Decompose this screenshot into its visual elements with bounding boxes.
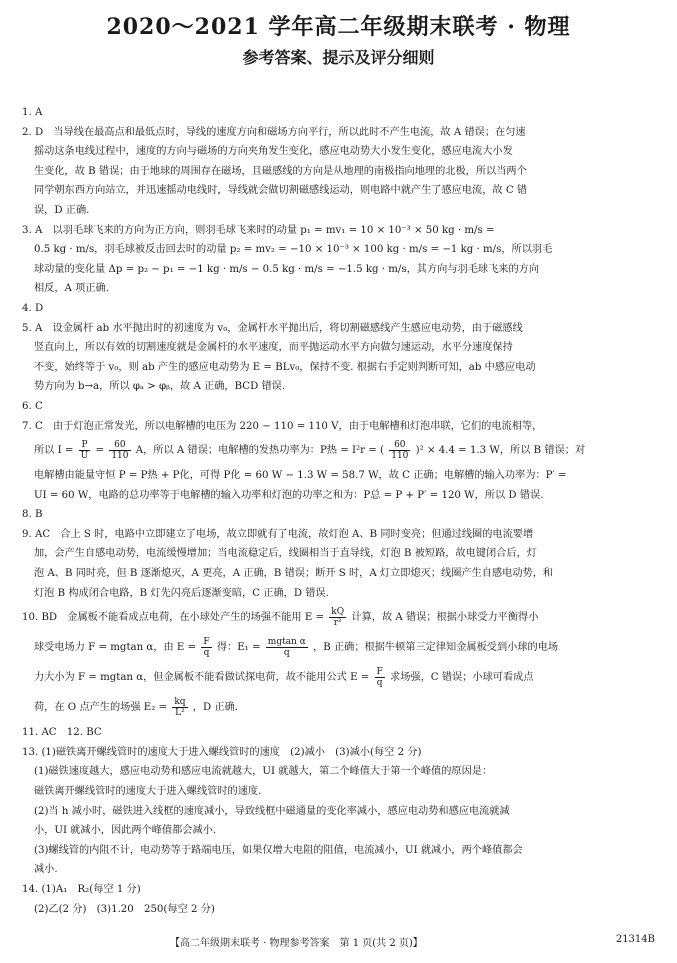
text-run: 10. BD 金属板不能看成点电荷，在小球处产生的场强不能用 E =	[22, 612, 325, 624]
answer-line: 灯泡 B 构成闭合电路，B 灯先闪亮后逐渐变暗，C 正确，D 错误.	[34, 587, 329, 599]
page-title: 2020～2021 学年高二年级期末联考 · 物理	[106, 14, 571, 40]
text-run: 荷，在 O 点产生的场强 E₂ =	[34, 702, 168, 714]
answer-line	[22, 436, 658, 466]
denominator: q	[203, 647, 210, 658]
answer-line	[22, 693, 658, 723]
answer-line	[22, 633, 658, 663]
text-run: 所以 I =	[34, 445, 74, 457]
fraction	[266, 637, 308, 658]
fraction	[389, 440, 410, 461]
denominator: r²	[333, 617, 342, 628]
answer-line: 磁铁离开螺线管时的速度大于进入螺线管时的速度.	[34, 786, 262, 798]
answer-line: 3. A 以羽毛球飞来的方向为正方向，则羽毛球飞来时的动量 p₁ = mv₁ = 10 × 10⁻³ × 50 kg · m/s =	[22, 224, 495, 236]
answer-line: 5. A 设金属杆 ab 水平抛出时的初速度为 v₀，金属杆水平抛出后，将切割磁感线产生感应电动势，由于磁感线	[22, 322, 523, 334]
answer-line: 0.5 kg · m/s，羽毛球被反击回去时的动量 p₂ = mv₂ = −10 × 10⁻³ × 100 kg · m/s = −1 kg · m/s，所以羽毛	[34, 244, 553, 256]
text-run: =	[95, 445, 105, 457]
fraction	[329, 607, 346, 628]
answer-line	[22, 603, 658, 633]
answer-line: 减小.	[34, 864, 58, 876]
answer-6: 6. C	[22, 400, 43, 412]
answer-line: (2)当 h 减小时，磁铁进入线框的速度减小，导致线框中磁通量的变化率减小，感应电动势和感应电流就减	[34, 805, 510, 817]
answer-11-12: 11. AC 12. BC	[22, 727, 102, 739]
answer-line: 生变化，故 B 错误；由于地球的周围存在磁场，且磁感线的方向是从地理的南极指向地理的北极，所以当两个	[34, 165, 527, 177]
text-run: 球受电场力 F = mgtan α，由 E =	[34, 642, 197, 654]
fraction	[79, 440, 91, 461]
answer-3	[22, 221, 658, 299]
answer-line: 球动量的变化量 Δp = p₂ − p₁ = −1 kg · m/s − 0.5 kg · m/s = −1.5 kg · m/s，其方向与羽毛球飞来的方向	[34, 263, 540, 275]
footer-code: 21314B	[615, 934, 655, 945]
fraction	[375, 667, 385, 688]
numerator: 60	[389, 440, 410, 451]
answer-line: 误，D 正确.	[34, 204, 90, 216]
text-run: 计算，故 A 错误；根据小球受力平衡得小	[351, 612, 539, 624]
numerator: mgtan α	[267, 636, 306, 647]
numerator: kq	[174, 696, 186, 707]
denominator: L²	[175, 707, 185, 718]
numerator: F	[376, 666, 383, 677]
answer-line: (1)磁铁速度越大，感应电动势和感应电流就越大，UI 就越大，第二个峰值大于第一个峰值的原因是：	[34, 766, 493, 778]
text-run: )² × 4.4 = 1.3 W，所以 B 错误；对	[415, 445, 586, 457]
page-subtitle: 参考答案、提示及评分细则	[242, 48, 435, 67]
denominator: q	[376, 677, 383, 688]
text-run: 求场强，C 错误；小球可看成点	[390, 672, 534, 684]
answer-line: 摇动这条电线过程中，速度的方向与磁场的方向夹角发生变化，感应电动势大小发生变化，感应电流大小发	[34, 146, 513, 158]
footer-page-info: 【高二年级期末联考 · 物理参考答案 第 1 页(共 2 页)】	[170, 938, 423, 949]
text-run: ，B 正确；根据牛顿第三定律知金属板受到小球的电场	[313, 642, 559, 654]
text-run: ，D 正确.	[192, 702, 238, 714]
answer-8: 8. B	[22, 509, 43, 521]
answer-9	[22, 525, 658, 603]
answer-line: 势方向为 b→a，所以 φₐ > φᵦ，故 A 正确，BCD 错误.	[34, 381, 286, 393]
numerator: P	[79, 440, 91, 451]
answer-line: (2)乙(2 分) (3)1.20 250(每空 2 分)	[34, 903, 215, 915]
numerator: F	[203, 636, 210, 647]
answer-line: 14. (1)A₁ R₂(每空 1 分)	[22, 884, 141, 895]
answer-line: 7. C 由于灯泡正常发光，所以电解槽的电压为 220 − 110 = 110 V，由于电解槽和灯泡串联，它们的电流相等，	[22, 420, 543, 432]
text-run: 得：E₁ =	[216, 642, 261, 654]
answer-4: 4. D	[22, 302, 44, 314]
answer-line: 电解槽由能量守恒 P = P热 + P化，可得 P化 = 60 W − 1.3 W = 58.7 W，故 C 正确；电解槽的输入功率为：P′ =	[34, 470, 567, 482]
answer-line: 2. D 当导线在最高点和最低点时，导线的速度方向和磁场方向平行，所以此时不产生电流，故 A 错误；在匀速	[22, 126, 526, 138]
denominator: 110	[111, 450, 129, 461]
answer-line: 泡 A、B 同时亮，但 B 逐渐熄灭，A 更亮，A 正确，B 错误；断开 S 时，A 灯立即熄灭；线圈产生自感电动势，和	[34, 568, 554, 580]
answer-line: 不变，始终等于 v₀，则 ab 产生的感应电动势为 E = BLv₀，保持不变. 根据右手定则判断可知，ab 中感应电动	[34, 361, 536, 373]
answer-line: (3)螺线管的内阻不计，电动势等于路端电压，如果仅增大电阻的阻值，电流减小，UI 就减小，两个峰值都会	[34, 844, 523, 856]
answer-13	[22, 743, 658, 880]
answer-line: 9. AC 合上 S 时，电路中立即建立了电场，故立即就有了电流，故灯泡 A、B 同时变亮；但通过线圈的电流要增	[22, 528, 534, 540]
answer-line: 13. (1)磁铁离开螺线管时的速度大于进入螺线管时的速度 (2)减小 (3)减小(每空 2 分)	[22, 746, 422, 758]
answer-line: 加，会产生自感电动势，电流缓慢增加；当电流稳定后，线圈相当于直导线，灯泡 B 被短路，故电键闭合后，灯	[34, 548, 537, 560]
answer-line: UI = 60 W，电路的总功率等于电解槽的输入功率和灯泡的功率之和为：P总 = P + P′ = 120 W，所以 D 错误.	[34, 489, 544, 501]
denominator: U	[80, 450, 89, 461]
numerator: 60	[109, 440, 130, 451]
fraction	[172, 697, 187, 718]
answer-line	[22, 663, 658, 693]
answer-2	[22, 123, 658, 221]
answer-line: 小，UI 就减小，因此两个峰值都会减小.	[34, 825, 217, 837]
answer-body	[22, 103, 658, 919]
answer-5	[22, 319, 658, 397]
answer-line: 竖直向上，所以有效的切割速度就是金属杆的水平速度，而平抛运动水平方向做匀速运动，水平分速度保持	[34, 342, 513, 354]
answer-7	[22, 417, 658, 506]
text-run: 力大小为 F = mgtan α，但金属板不能看做试探电荷，故不能用公式 E =	[34, 672, 370, 684]
answer-line: 相反，A 项正确.	[34, 283, 109, 295]
fraction	[109, 440, 130, 461]
answer-14	[22, 880, 658, 919]
fraction	[201, 637, 211, 658]
denominator: q	[283, 647, 290, 658]
denominator: 110	[391, 450, 409, 461]
answer-1: 1. A	[22, 107, 43, 118]
answer-10	[22, 603, 658, 723]
text-run: A，所以 A 错误；电解槽的发热功率为：P热 = I²r = (	[135, 445, 384, 457]
numerator: kQ	[331, 606, 345, 617]
answer-line: 同学朝东西方向站立，并迅速摇动电线时，导线就会做切割磁感线运动，则电路中就产生了感应电流，故 C 错	[34, 185, 528, 197]
